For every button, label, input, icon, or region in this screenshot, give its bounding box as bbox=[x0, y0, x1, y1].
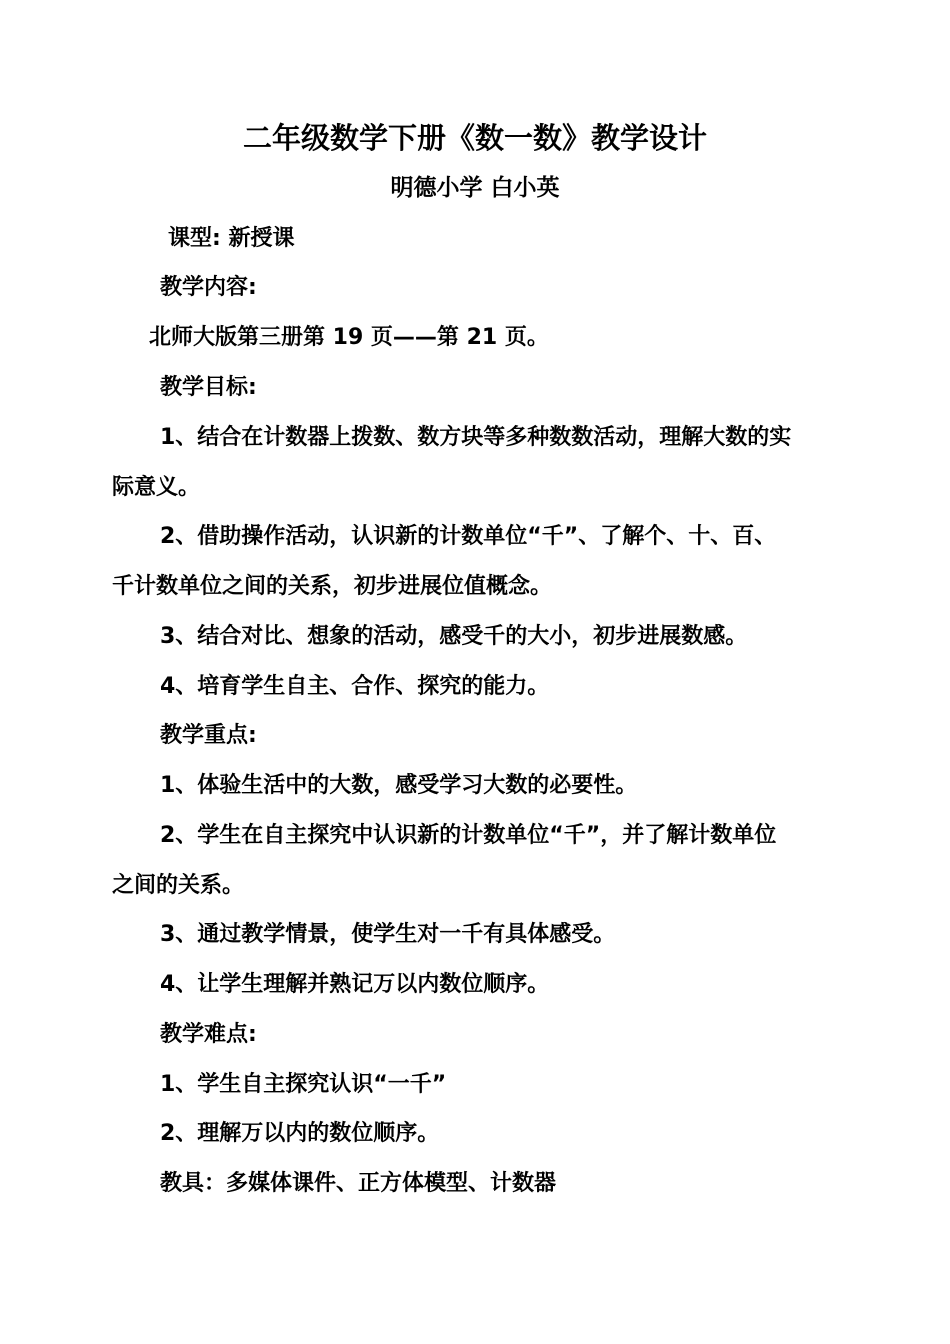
key-points-heading: 教学重点: bbox=[160, 723, 257, 748]
goals-heading: 教学目标: bbox=[160, 375, 257, 400]
teaching-tools: 教具：多媒体课件、正方体模型、计数器 bbox=[160, 1171, 557, 1196]
key-point-2-line-1: 2、学生在自主探究中认识新的计数单位“千”，并了解计数单位 bbox=[160, 823, 777, 848]
content-text: 北师大版第三册第 19 页——第 21 页。 bbox=[149, 325, 549, 350]
goal-2-line-1: 2、借助操作活动，认识新的计数单位“千”、了解个、十、百、 bbox=[160, 524, 777, 549]
document-title: 二年级数学下册《数一数》教学设计 bbox=[242, 121, 707, 155]
lesson-type: 课型: 新授课 bbox=[168, 226, 295, 251]
goal-1-line-1: 1、结合在计数器上拨数、数方块等多种数数活动，理解大数的实 bbox=[160, 425, 792, 450]
key-point-2-line-2: 之间的关系。 bbox=[112, 873, 245, 898]
goal-3: 3、结合对比、想象的活动，感受千的大小，初步进展数感。 bbox=[160, 624, 748, 649]
difficulties-heading: 教学难点: bbox=[160, 1022, 257, 1047]
content-heading: 教学内容: bbox=[160, 275, 257, 300]
key-point-3: 3、通过教学情景，使学生对一千有具体感受。 bbox=[160, 922, 616, 947]
goal-2-line-2: 千计数单位之间的关系，初步进展位值概念。 bbox=[112, 574, 553, 599]
difficulty-2: 2、理解万以内的数位顺序。 bbox=[160, 1121, 440, 1146]
key-point-4: 4、让学生理解并熟记万以内数位顺序。 bbox=[160, 972, 550, 997]
difficulty-1: 1、学生自主探究认识“一千” bbox=[160, 1072, 447, 1097]
goal-4: 4、培育学生自主、合作、探究的能力。 bbox=[160, 674, 550, 699]
goal-1-line-2: 际意义。 bbox=[112, 475, 201, 500]
document-author: 明德小学 白小英 bbox=[390, 175, 560, 201]
key-point-1: 1、体验生活中的大数，感受学习大数的必要性。 bbox=[160, 773, 638, 798]
